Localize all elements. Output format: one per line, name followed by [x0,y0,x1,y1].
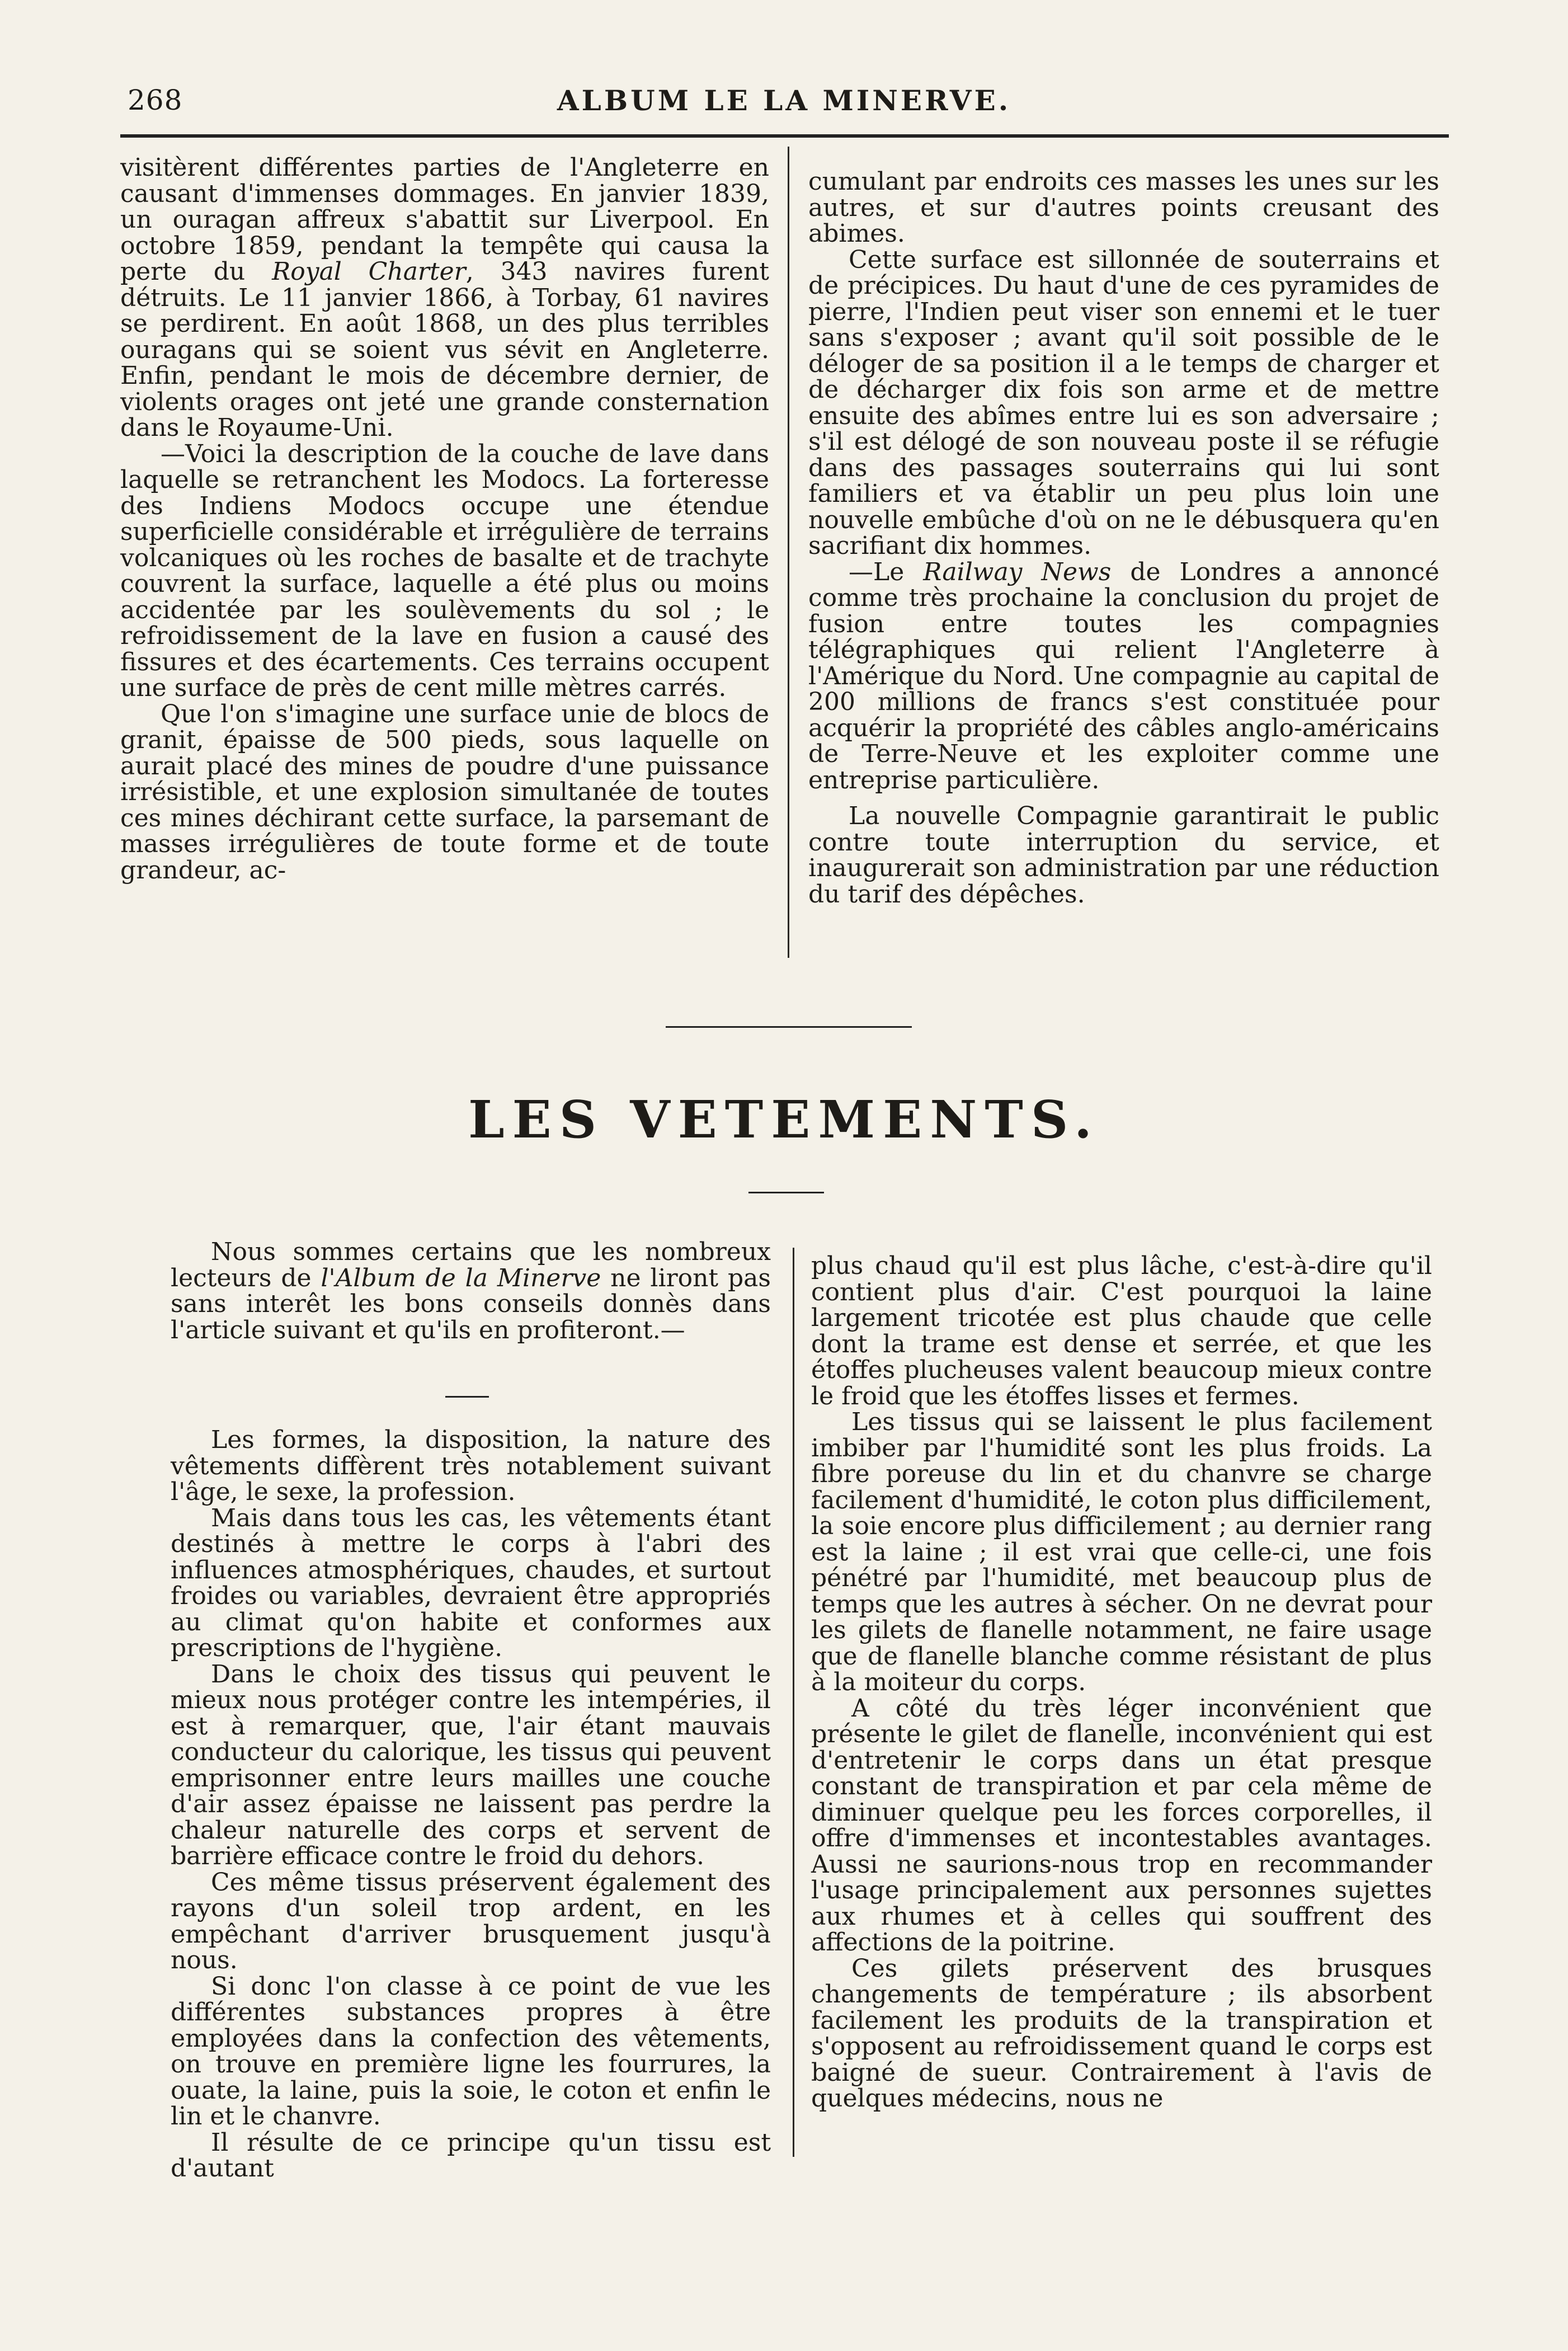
italic-publication-name: l'Album de la Minerve [321,1263,601,1292]
title-underline-rule [748,1192,824,1193]
paragraph: Que l'on s'imagine une surface unie de blocs de granit, épaisse de 500 pieds, sous laquelle on aurait placé des mines de poudre d'une puissance irrésistible, et une explosion simultanée de toutes ces mines déchirant cette surface, la parsemant de masses irrégulières de toute forme et de toute grandeur, ac- [120,699,769,885]
intro-separator-rule [445,1396,489,1398]
section-separator-rule [666,1026,912,1028]
paragraph: —Le Railway News de Londres a annoncé comme très prochaine la conclusion du projet de fusion entre toutes les compagnies télégraphiques qui relient l'Angleterre à l'Amérique du Nord. Une compagnie au capital de 200 millions de francs s'est constituée pour acquérir la propriété des câbles anglo-américains de Terre-Neuve et les exploiter comme une entreprise particulière. [808,557,1439,794]
paragraph: Mais dans tous les cas, les vêtements étant destinés à mettre le corps à l'abri des influences atmosphériques, chaudes, et surtout froides ou variables, devraient être appropriés au climat qu'on habite et conformes aux prescriptions de l'hygiène. [171,1503,771,1662]
paragraph: visitèrent différentes parties de l'Angleterre en causant d'immenses dommages. En janvier 1839, un ouragan affreux s'abattit sur Liverpool. En octobre 1859, pendant la tempête qui causa la perte du Royal Charter, 343 navires furent détruits. Le 11 janvier 1866, à Torbay, 61 navires se perdirent. En août 1868, un des plus terribles ouragans qui se soient vus sévit en Angleterre. Enfin, pendant le mois de décembre dernier, de violents orages ont jeté une grande consternation dans le Royaume-Uni. [120,153,769,442]
intro-paragraph: Nous sommes certains que les nombreux lecteurs de l'Album de la Minerve ne liront pas sans interêt les bons conseils donnès dans l'article suivant et qu'ils en profiteront.— [171,1238,771,1344]
paragraph: Les tissus qui se laissent le plus facilement imbiber par l'humidité sont les plus froids. La fibre poreuse du lin et du chanvre se charge facilement d'humidité, le coton plus difficilement, la soie encore plus difficilement ; au dernier rang est la laine ; il est vrai que celle-ci, une fois pénétré par l'humidité, met beaucoup plus de temps que les autres à sécher. On ne devrat pour les gilets de flanelle notamment, ne faire usage que de flanelle blanche comme résistant de plus à la moiteur du corps. [811,1408,1432,1696]
paragraph: —Voici la description de la couche de lave dans laquelle se retranchent les Modocs. La forteresse des Indiens Modocs occupe une étendue superficielle considérable et irrégulière de terrains volcaniques où les roches de basalte et de trachyte couvrent la surface, laquelle a été plus ou moins accidentée par les soulèvements du sol ; le refroidissement de la lave en fusion a causé des fissures et des écartements. Ces terrains occupent une surface de près de cent mille mètres carrés. [120,439,769,702]
header-rule [120,134,1449,138]
top-left-column [120,155,769,883]
paragraph: Ces gilets préservent des brusques changements de température ; ils absorbent facilement les produits de la transpiration et s'opposent au refroidissement quand le corps est baigné de sueur. Contrairement à l'avis de quelques médecins, nous ne [811,1954,1432,2113]
running-header-title: ALBUM LE LA MINERVE. [557,84,1011,117]
italic-ship-name: Royal Charter [272,257,466,286]
paragraph: Les formes, la disposition, la nature des vêtements diffèrent très notablement suivant l'âge, le sexe, la profession. [171,1426,771,1506]
page-number: 268 [128,84,183,116]
paragraph: Il résulte de ce principe qu'un tissu est d'autant [171,2128,771,2183]
paragraph: Ces même tissus préservent également des rayons d'un soleil trop ardent, en les empêchant d'arriver brusquement jusqu'à nous. [171,1868,771,1974]
paragraph: cumulant par endroits ces masses les unes sur les autres, et sur d'autres points creusant des abimes. [808,167,1439,248]
paragraph: Cette surface est sillonnée de souterrains et de précipices. Du haut d'une de ces pyramides de pierre, l'Indien peut viser son ennemi et le tuer sans s'exposer ; avant qu'il soit possible de le déloger de sa position il a le temps de charger et de décharger dix fois son arme et de mettre ensuite des abîmes entre lui es son adversaire ; s'il est délogé de son nouveau poste il se réfugie dans des passages souterrains qui lui sont familiers et va établir un peu plus loin une nouvelle embûche d'où on ne le débusquera qu'en sacrifiant dix hommes. [808,245,1439,560]
paragraph: Si donc l'on classe à ce point de vue les différentes substances propres à être employées dans la confection des vêtements, on trouve en première ligne les fourrures, la ouate, la laine, puis la soie, le coton et enfin le lin et le chanvre. [171,1972,771,2131]
italic-newspaper-name: Railway News [923,557,1112,586]
article-right-column [811,1253,1432,2112]
paragraph: La nouvelle Compagnie garantirait le public contre toute interruption du service, et inaugurerait son administration par une réduction du tarif des dépêches. [808,802,1439,909]
column-divider [788,147,789,958]
article-title: LES VETEMENTS. [468,1089,1100,1150]
paragraph: A côté du très léger inconvénient que présente le gilet de flanelle, inconvénient qui est d'entretenir le corps dans un état presque constant de transpiration et par cela même de diminuer quelque peu les forces corporelles, il offre d'immenses et incontestables avantages. Aussi ne saurions-nous trop en recommander l'usage principalement aux personnes sujettes aux rhumes et à celles qui souffrent des affections de la poitrine. [811,1694,1432,1957]
article-left-column [171,1239,771,2182]
paragraph: plus chaud qu'il est plus lâche, c'est-à-dire qu'il contient plus d'air. C'est pourquoi la laine largement tricotée est plus chaude que celle dont la trame est dense et serrée, et que les étoffes plucheuses valent beaucoup mieux contre le froid que les étoffes lisses et fermes. [811,1252,1432,1410]
column-divider [793,1248,794,2157]
top-right-column [808,169,1439,908]
paragraph: Dans le choix des tissus qui peuvent le mieux nous protéger contre les intempéries, il est à remarquer, que, l'air étant mauvais conducteur du calorique, les tissus qui peuvent emprisonner entre leurs mailles une couche d'air assez épaisse ne laissent pas perdre la chaleur naturelle des corps et servent de barrière efficace contre le froid du dehors. [171,1659,771,1870]
